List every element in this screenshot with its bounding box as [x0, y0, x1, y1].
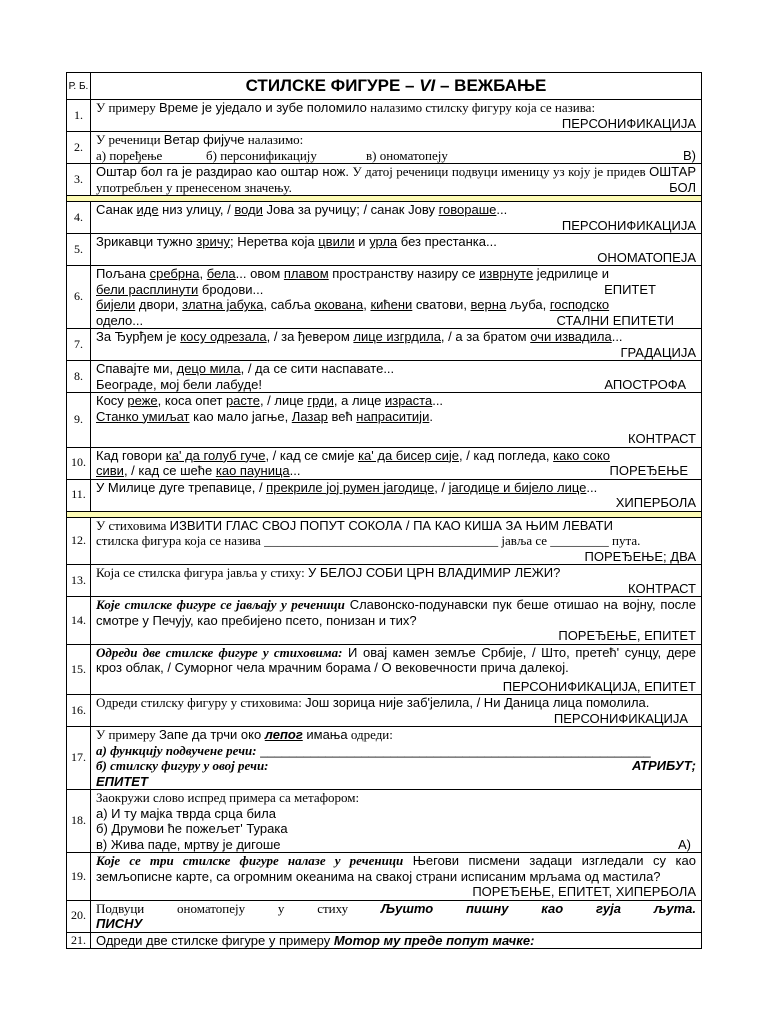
exercise-table — [66, 72, 702, 949]
answer-text: КОНТРАСТ — [628, 431, 696, 446]
question-cell: Подвуци ономатопеју у стиху Љушто пишну као гуја љута. ПИСНУ — [91, 900, 702, 932]
table-row — [67, 695, 702, 727]
row-number: 21. — [67, 932, 91, 949]
table-row — [67, 644, 702, 695]
row-number: 9. — [67, 393, 91, 448]
row-number: 4. — [67, 202, 91, 234]
question-cell: Косу реже, коса опет расте, / лице грди, а лице израста... Станко умиљат као мало јагње, Лазар већ напраситији. КОНТРАСТ — [91, 393, 702, 448]
row-number: 17. — [67, 727, 91, 790]
answer-text: БОЛ — [669, 179, 696, 195]
row-number: 20. — [67, 900, 91, 932]
row-number: 7. — [67, 329, 91, 361]
answer-text: ХИПЕРБОЛА — [615, 495, 696, 510]
table-row — [67, 447, 702, 479]
table-row — [67, 361, 702, 393]
row-number: 11. — [67, 479, 91, 511]
row-number: 1. — [67, 100, 91, 132]
table-row — [67, 202, 702, 234]
question-cell: Пољана сребрна, бела... овом плавом пространству назиру се изврнуте једрилице и бели расплинути бродови... ЕПИТЕТ бијели двори, златна јабука, сабља окована, кићени сватови, верна љуба, господско одело... СТАЛНИ ЕПИТЕТИ — [91, 266, 702, 329]
answer-text: ГРАДАЦИЈА — [620, 344, 696, 360]
answer-text: ОНОМАТОПЕЈА — [597, 249, 696, 265]
question-cell: У стиховима ИЗВИТИ ГЛАС СВОЈ ПОПУТ СОКОЛА / ПА КАО КИША ЗА ЊИМ ЛЕВАТИ стилска фигура која се назива ____________________________________ јавља се _________ пута. ПОРЕЂЕЊЕ; ДВА — [91, 517, 702, 565]
table-row — [67, 234, 702, 266]
question-cell: Које се три стилске фигуре налазе у реченици Његови писмени задаци изгледали су као земљописне карте, са огромним океанима на свакој страни исписаним мрљама од мастила? ПОРЕЂЕЊЕ, ЕПИТЕТ, ХИПЕРБОЛА — [91, 853, 702, 901]
answer-text: ПЕРСОНИФИКАЦИЈА, ЕПИТЕТ — [502, 678, 696, 694]
row-number: 19. — [67, 853, 91, 901]
question-cell: Заокружи слово испред примера са метафором: а) И ту мајка тврда срца била б) Друмови ће пожељет' Турака в) Жива паде, мртву је дигоше А) — [91, 790, 702, 853]
table-row — [67, 900, 702, 932]
table-row — [67, 727, 702, 790]
row-number: 12. — [67, 517, 91, 565]
table-row — [67, 479, 702, 511]
answer-text: ПЕРСОНИФИКАЦИЈА — [561, 217, 696, 233]
table-row — [67, 393, 702, 448]
table-row — [67, 517, 702, 565]
row-number-header: Р. Б. — [67, 73, 91, 100]
question-cell: Оштар бол га је раздирао као оштар нож. У датој реченици подвуци именицу уз коју је придев ОШТАР употребљен у пренесеном значењу. БОЛ — [91, 164, 702, 196]
answer-text: КОНТРАСТ — [628, 580, 696, 596]
row-number: 14. — [67, 597, 91, 645]
answer-text: ЕПИТЕТ — [96, 773, 148, 789]
answer-text: ПЕРСОНИФИКАЦИЈА — [561, 115, 696, 131]
answer-text: ПОРЕЂЕЊЕ, ЕПИТЕТ, ХИПЕРБОЛА — [472, 884, 696, 899]
table-row — [67, 329, 702, 361]
answer-text: ПИСНУ — [96, 916, 143, 931]
page-title: СТИЛСКЕ ФИГУРЕ – VI – ВЕЖБАЊЕ — [91, 73, 702, 100]
table-row — [67, 132, 702, 164]
row-number: 18. — [67, 790, 91, 853]
answer-text: ПОРЕЂЕЊЕ; ДВА — [584, 548, 696, 564]
answer-text: ПЕРСОНИФИКАЦИЈА — [553, 710, 688, 726]
row-number: 8. — [67, 361, 91, 393]
question-cell: У реченици Ветар фијуче налазимо: а) поређење б) персонификацију в) ономатопеју В) — [91, 132, 702, 164]
table-row — [67, 565, 702, 597]
question-cell: У Милице дуге трепавице, / прекриле јој румен јагодице, / јагодице и бијело лице... ХИПЕРБОЛА — [91, 479, 702, 511]
answer-text: ЕПИТЕТ — [604, 281, 656, 297]
answer-text: АТРИБУТ; — [632, 758, 696, 773]
answer-text: В) — [683, 147, 696, 163]
question-cell: Спавајте ми, децо мила, / да се сити наспавате... Београде, мој бели лабуде! АПОСТРОФА — [91, 361, 702, 393]
question-cell: Санак иде низ улицу, / води Јова за ручицу; / санак Јову говораше... ПЕРСОНИФИКАЦИЈА — [91, 202, 702, 234]
table-row — [67, 164, 702, 196]
table-header-row — [67, 73, 702, 100]
table-row — [67, 266, 702, 329]
row-number: 5. — [67, 234, 91, 266]
question-cell: Које стилске фигуре се јављају у реченици Славонско-подунавски пук беше отишао на војну, после смотре у Печују, као пребијено псето, понизан и тих? ПОРЕЂЕЊЕ, ЕПИТЕТ — [91, 597, 702, 645]
question-cell: У примеру Запе да трчи око лепог имања одреди: а) функцију подвучене речи: ______________________________________________________ б) стилску фигуру у овој речи: АТРИБУТ; ЕПИТЕТ — [91, 727, 702, 790]
question-cell: Одреди две стилске фигуре у примеру Мотор му предe попут мачке: — [91, 932, 702, 949]
question-cell: За Ђурђем је косу одрезала, / за ђевером лице изгрдила, / а за братом очи извадила... ГРАДАЦИЈА — [91, 329, 702, 361]
row-number: 15. — [67, 644, 91, 695]
answer-text: СТАЛНИ ЕПИТЕТИ — [556, 312, 674, 328]
question-cell: Зрикавци тужно зричу; Неретва која цвили и урла без престанка... ОНОМАТОПЕЈА — [91, 234, 702, 266]
row-number: 3. — [67, 164, 91, 196]
table-row — [67, 853, 702, 901]
question-cell: У примеру Време је уједало и зубе поломило налазимо стилску фигуру која се назива: ПЕРСОНИФИКАЦИЈА — [91, 100, 702, 132]
row-number: 13. — [67, 565, 91, 597]
question-cell: Кад говори ка' да голуб гуче, / кад се смије ка' да бисер сије, / кад погледа, како соко сиви, / кад се шеће као пауница... ПОРЕЂЕЊЕ — [91, 447, 702, 479]
row-number: 10. — [67, 447, 91, 479]
table-row — [67, 932, 702, 949]
table-row — [67, 790, 702, 853]
question-cell: Одреди две стилске фигуре у стиховима: И овај камен земље Србије, / Што, претећ' сунцу, дере кроз облак, / Суморног чела мрачним борама / О вековечности прича далекој. ПЕРСОНИФИКАЦИЈА, ЕПИТЕТ — [91, 644, 702, 695]
question-cell: Одреди стилску фигуру у стиховима: Још зорица није заб'јелила, / Ни Даница лица помолила. ПЕРСОНИФИКАЦИЈА — [91, 695, 702, 727]
table-row — [67, 597, 702, 645]
answer-text: ПОРЕЂЕЊЕ — [609, 463, 688, 478]
question-cell: Која се стилска фигура јавља у стиху: У БЕЛОЈ СОБИ ЦРН ВЛАДИМИР ЛЕЖИ? КОНТРАСТ — [91, 565, 702, 597]
answer-text: АПОСТРОФА — [604, 376, 686, 392]
answer-text: А) — [678, 836, 691, 852]
table-row — [67, 100, 702, 132]
answer-text: ПОРЕЂЕЊЕ, ЕПИТЕТ — [558, 628, 696, 643]
row-number: 16. — [67, 695, 91, 727]
row-number: 2. — [67, 132, 91, 164]
row-number: 6. — [67, 266, 91, 329]
exercise-sheet — [66, 72, 702, 949]
